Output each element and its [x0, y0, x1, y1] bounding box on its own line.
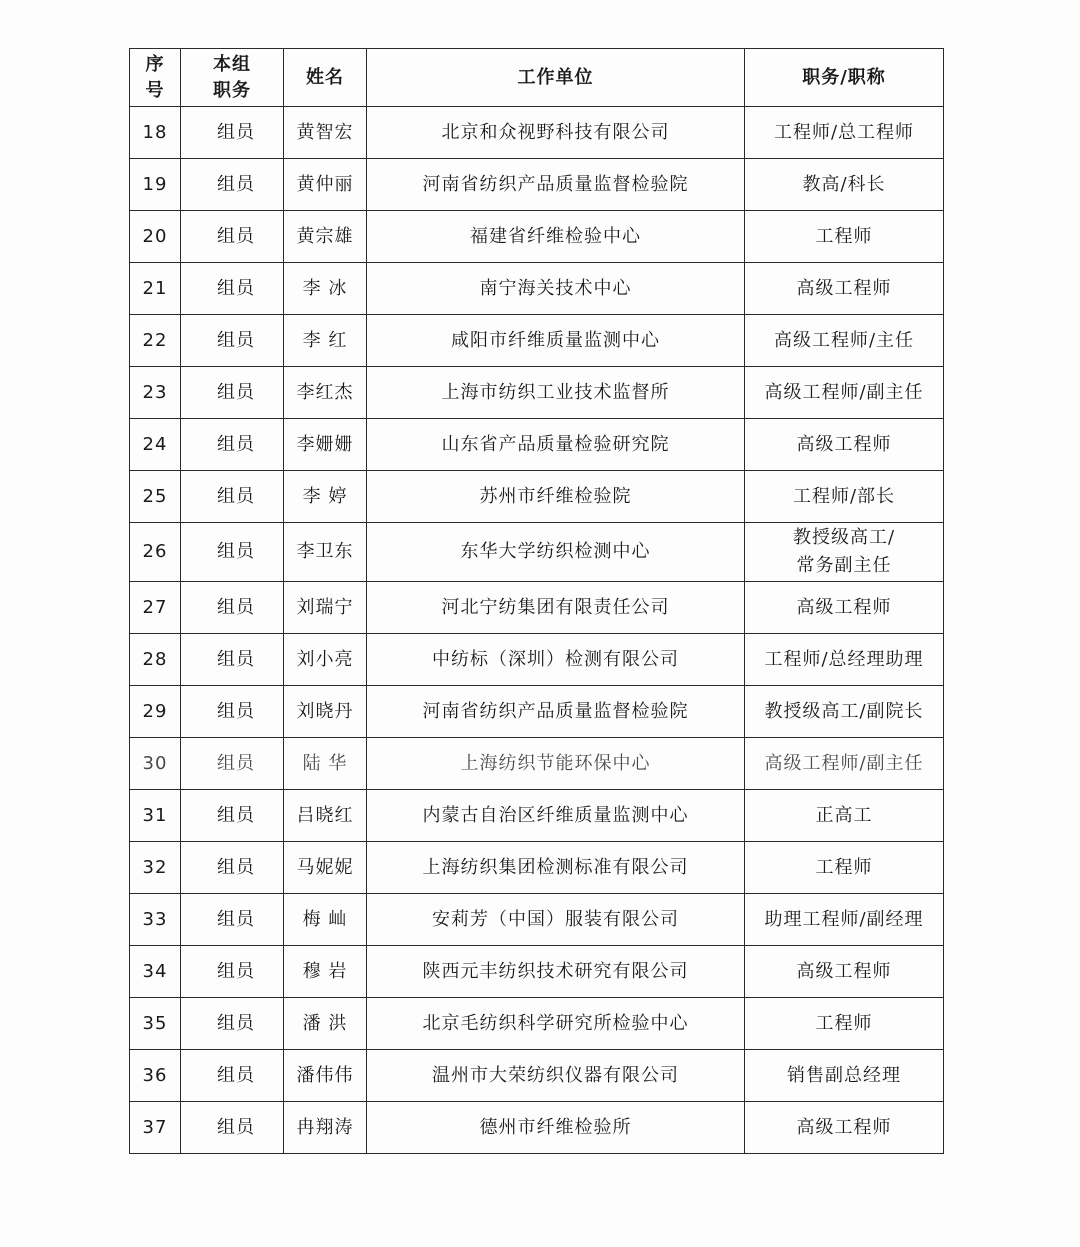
seq-cell: 34 — [130, 946, 181, 998]
title-line-1: 教授级高工/副院长 — [764, 700, 924, 722]
table-row — [130, 1050, 944, 1102]
role-cell: 组员 — [181, 315, 284, 367]
title-line-1: 工程师/总经理助理 — [764, 648, 924, 670]
table-row — [130, 159, 944, 211]
title-line-2: 常务副主任 — [796, 555, 892, 576]
role-cell: 组员 — [181, 367, 284, 419]
title-cell — [745, 471, 944, 523]
table-row — [130, 842, 944, 894]
title-line-1: 高级工程师 — [796, 433, 892, 455]
role-cell: 组员 — [181, 582, 284, 634]
seq-cell: 25 — [130, 471, 181, 523]
org-cell: 上海纺织节能环保中心 — [367, 738, 745, 790]
header-seq-line1: 序 — [145, 53, 165, 75]
role-cell: 组员 — [181, 523, 284, 582]
org-cell: 北京毛纺织科学研究所检验中心 — [367, 998, 745, 1050]
title-line-1: 正高工 — [815, 804, 873, 826]
role-cell: 组员 — [181, 471, 284, 523]
seq-cell: 20 — [130, 211, 181, 263]
title-line-1: 高级工程师/副主任 — [764, 381, 924, 403]
role-cell: 组员 — [181, 419, 284, 471]
org-cell: 上海纺织集团检测标准有限公司 — [367, 842, 745, 894]
name-cell: 李 冰 — [284, 263, 367, 315]
title-cell — [745, 998, 944, 1050]
title-line-1: 高级工程师 — [796, 596, 892, 618]
name-cell: 黄仲丽 — [284, 159, 367, 211]
title-cell — [745, 1102, 944, 1154]
name-cell: 刘小亮 — [284, 634, 367, 686]
table-row — [130, 946, 944, 998]
title-cell — [745, 582, 944, 634]
org-cell: 陕西元丰纺织技术研究有限公司 — [367, 946, 745, 998]
title-cell — [745, 894, 944, 946]
title-cell — [745, 634, 944, 686]
header-org: 工作单位 — [367, 49, 745, 107]
title-line-1: 工程师/部长 — [792, 485, 896, 507]
title-cell — [745, 107, 944, 159]
seq-cell: 32 — [130, 842, 181, 894]
name-cell: 马妮妮 — [284, 842, 367, 894]
seq-cell: 27 — [130, 582, 181, 634]
name-cell: 梅 屾 — [284, 894, 367, 946]
title-line-1: 工程师 — [815, 1012, 873, 1034]
title-line-1: 高级工程师/副主任 — [764, 752, 924, 774]
table-row — [130, 738, 944, 790]
table-row — [130, 894, 944, 946]
table-row — [130, 315, 944, 367]
org-cell: 中纺标（深圳）检测有限公司 — [367, 634, 745, 686]
seq-cell: 29 — [130, 686, 181, 738]
name-cell: 潘伟伟 — [284, 1050, 367, 1102]
seq-cell: 28 — [130, 634, 181, 686]
header-title: 职务/职称 — [745, 49, 944, 107]
name-cell: 李 红 — [284, 315, 367, 367]
org-cell: 德州市纤维检验所 — [367, 1102, 745, 1154]
seq-cell: 36 — [130, 1050, 181, 1102]
role-cell: 组员 — [181, 107, 284, 159]
role-cell: 组员 — [181, 842, 284, 894]
table-row — [130, 211, 944, 263]
title-cell — [745, 211, 944, 263]
org-cell: 福建省纤维检验中心 — [367, 211, 745, 263]
seq-cell: 37 — [130, 1102, 181, 1154]
role-cell: 组员 — [181, 946, 284, 998]
title-line-1: 工程师 — [815, 856, 873, 878]
title-cell — [745, 523, 944, 582]
name-cell: 刘晓丹 — [284, 686, 367, 738]
org-cell: 苏州市纤维检验院 — [367, 471, 745, 523]
org-cell: 咸阳市纤维质量监测中心 — [367, 315, 745, 367]
seq-cell: 23 — [130, 367, 181, 419]
header-name: 姓名 — [284, 49, 367, 107]
table-row — [130, 634, 944, 686]
title-line-1: 高级工程师 — [796, 1116, 892, 1138]
org-cell: 河南省纺织产品质量监督检验院 — [367, 159, 745, 211]
seq-cell: 35 — [130, 998, 181, 1050]
name-cell: 黄宗雄 — [284, 211, 367, 263]
table-row — [130, 686, 944, 738]
org-cell: 南宁海关技术中心 — [367, 263, 745, 315]
seq-cell: 22 — [130, 315, 181, 367]
name-cell: 黄智宏 — [284, 107, 367, 159]
seq-cell: 26 — [130, 523, 181, 582]
title-cell — [745, 790, 944, 842]
table-row — [130, 107, 944, 159]
seq-cell: 33 — [130, 894, 181, 946]
name-cell: 刘瑞宁 — [284, 582, 367, 634]
table-row — [130, 998, 944, 1050]
title-cell — [745, 419, 944, 471]
title-cell — [745, 367, 944, 419]
org-cell: 温州市大荣纺织仪器有限公司 — [367, 1050, 745, 1102]
role-cell: 组员 — [181, 634, 284, 686]
table-row — [130, 263, 944, 315]
header-role — [181, 49, 284, 107]
table-body — [130, 107, 944, 1154]
org-cell: 内蒙古自治区纤维质量监测中心 — [367, 790, 745, 842]
table-header-row — [130, 49, 944, 107]
title-line-1: 助理工程师/副经理 — [764, 908, 924, 930]
table-row — [130, 471, 944, 523]
org-cell: 河南省纺织产品质量监督检验院 — [367, 686, 745, 738]
role-cell: 组员 — [181, 1050, 284, 1102]
table-row — [130, 1102, 944, 1154]
seq-cell: 30 — [130, 738, 181, 790]
org-cell: 安莉芳（中国）服装有限公司 — [367, 894, 745, 946]
role-cell: 组员 — [181, 790, 284, 842]
role-cell: 组员 — [181, 159, 284, 211]
title-line-1: 高级工程师 — [796, 960, 892, 982]
org-cell: 上海市纺织工业技术监督所 — [367, 367, 745, 419]
role-cell: 组员 — [181, 263, 284, 315]
seq-cell: 18 — [130, 107, 181, 159]
table-row — [130, 419, 944, 471]
seq-cell: 19 — [130, 159, 181, 211]
seq-cell: 31 — [130, 790, 181, 842]
name-cell: 潘 洪 — [284, 998, 367, 1050]
title-cell — [745, 315, 944, 367]
role-cell: 组员 — [181, 686, 284, 738]
title-cell — [745, 946, 944, 998]
seq-cell: 21 — [130, 263, 181, 315]
role-cell: 组员 — [181, 738, 284, 790]
title-line-1: 教高/科长 — [802, 173, 886, 195]
name-cell: 李 婷 — [284, 471, 367, 523]
org-cell: 山东省产品质量检验研究院 — [367, 419, 745, 471]
title-line-1: 高级工程师/主任 — [773, 329, 915, 351]
header-role-line2: 职务 — [213, 79, 251, 101]
table-row — [130, 523, 944, 582]
title-cell — [745, 1050, 944, 1102]
name-cell: 李红杰 — [284, 367, 367, 419]
role-cell: 组员 — [181, 894, 284, 946]
title-cell — [745, 738, 944, 790]
title-line-1: 工程师/总工程师 — [773, 121, 915, 143]
header-role-line1: 本组 — [213, 53, 251, 75]
name-cell: 冉翔涛 — [284, 1102, 367, 1154]
title-cell — [745, 159, 944, 211]
org-cell: 东华大学纺织检测中心 — [367, 523, 745, 582]
header-seq — [130, 49, 181, 107]
org-cell: 河北宁纺集团有限责任公司 — [367, 582, 745, 634]
table-row — [130, 582, 944, 634]
role-cell: 组员 — [181, 1102, 284, 1154]
title-line-1: 销售副总经理 — [787, 1064, 901, 1086]
title-cell — [745, 686, 944, 738]
title-line-1: 教授级高工/ — [792, 527, 896, 548]
role-cell: 组员 — [181, 211, 284, 263]
role-cell: 组员 — [181, 998, 284, 1050]
seq-cell: 24 — [130, 419, 181, 471]
name-cell: 李姗姗 — [284, 419, 367, 471]
name-cell: 陆 华 — [284, 738, 367, 790]
header-seq-line2: 号 — [145, 79, 165, 101]
title-cell — [745, 842, 944, 894]
table-row — [130, 367, 944, 419]
table-row — [130, 790, 944, 842]
member-roster-table — [129, 48, 944, 1154]
org-cell: 北京和众视野科技有限公司 — [367, 107, 745, 159]
title-line-1: 高级工程师 — [796, 277, 892, 299]
name-cell: 李卫东 — [284, 523, 367, 582]
title-line-1: 工程师 — [815, 225, 873, 247]
title-cell — [745, 263, 944, 315]
name-cell: 吕晓红 — [284, 790, 367, 842]
name-cell: 穆 岩 — [284, 946, 367, 998]
